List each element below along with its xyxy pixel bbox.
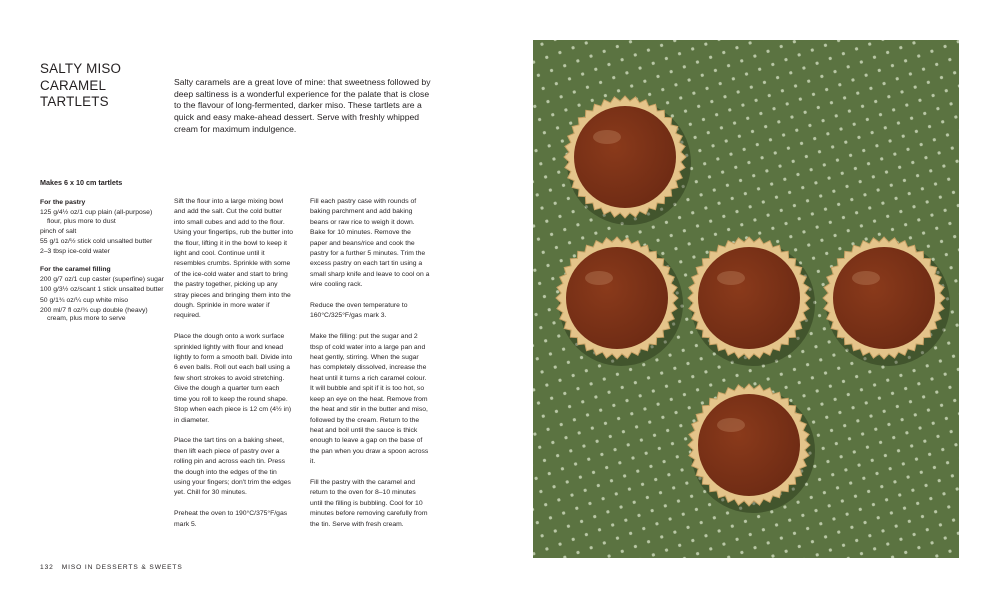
method-column-2	[310, 197, 430, 540]
tartlets-illustration	[533, 40, 959, 558]
ingredient-item: 50 g/1¾ oz/¼ cup white miso	[40, 296, 129, 304]
ingredient-item: 125 g/4½ oz/1 cup plain (all-purpose) flour, plus more to dust	[40, 209, 153, 225]
recipe-title: SALTY MISO CARAMEL TARTLETS	[40, 61, 122, 109]
method-step: Fill each pastry case with rounds of baking parchment and add baking beans or raw rice to weigh it down. Bake for 10 minutes. Remove the paper and beans/rice and cook the pastry for a further 5 minutes. Trim the excess pastry on each tart tin using a small sharp knife and leave to cool on a wire cooling rack.	[310, 198, 430, 289]
caramel-highlight	[852, 271, 880, 285]
caramel-highlight	[585, 271, 613, 285]
method-step: Place the tart tins on a baking sheet, then lift each piece of pastry over a rolling pin and across each tin. Press the dough into the edges of the tin using your fingers; don't trim the edges yet. Chill for 30 minutes.	[174, 437, 291, 497]
pastry-heading: For the pastry	[40, 199, 86, 206]
method-step: Place the dough onto a work surface sprinkled lightly with flour and knead lightly to form a smooth ball. Divide into 6 even balls. Roll out each ball using a few short strokes to avoid stretching. Give the dough a quarter turn each time you roll to keep the round shape. Stop when each piece is 12 cm (4½ in) in diameter.	[174, 333, 293, 424]
caramel-filling	[698, 247, 800, 349]
method-step: Preheat the oven to 190°C/375°F/gas mark 5.	[174, 510, 288, 528]
caramel-filling	[574, 106, 676, 208]
ingredient-item: pinch of salt	[40, 227, 77, 235]
ingredient-item: 100 g/3½ oz/scant 1 stick unsalted butter	[40, 286, 164, 294]
caramel-filling	[698, 394, 800, 496]
tartlets-photo	[533, 40, 959, 558]
filling-heading: For the caramel filling	[40, 265, 111, 273]
ingredient-item: 55 g/1 oz/½ stick cold unsalted butter	[40, 238, 153, 246]
ingredient-item: 2–3 tbsp ice-cold water	[40, 248, 110, 256]
filling-ingredients	[40, 276, 168, 323]
page-footer	[40, 564, 183, 571]
page-number: 132	[40, 564, 54, 571]
pastry-ingredients	[40, 209, 168, 256]
method-step: Fill the pastry with the caramel and return to the oven for 8–10 minutes until the filling is bubbling. Cool for 10 minutes before removing carefully from the tin. Serve with fresh cream.	[310, 478, 428, 528]
method-step: Reduce the oven temperature to 160°C/325°F/gas mark 3.	[310, 302, 408, 320]
caramel-highlight	[717, 271, 745, 285]
caramel-filling	[566, 247, 668, 349]
caramel-highlight	[593, 130, 621, 144]
method-step: Make the filling: put the sugar and 2 tbsp of cold water into a large pan and heat gently, stirring. When the sugar has completely dissolved, increase the heat until it turns a rich caramel colour. It will bubble and spit if it is too hot, so keep an eye on the heat. Remove from the heat and stir in the butter and miso, followed by the cream. Return to the heat and boil until the sauce is thick enough to leave a gap on the base of the pan when you draw a spoon across it.	[310, 333, 429, 466]
section-name: MISO IN DESSERTS & SWEETS	[61, 564, 183, 571]
ingredient-item: 200 g/7 oz/1 cup caster (superfine) sugar	[40, 276, 164, 284]
caramel-highlight	[717, 418, 745, 432]
ingredient-item: 200 ml/7 fl oz/¾ cup double (heavy) cream, plus more to serve	[40, 306, 148, 323]
method-step: Sift the flour into a large mixing bowl and add the salt. Cut the cold butter into small cubes and add to the flour. Using your fingertips, rub the butter into the flour, lifting it in the bowl to keep it light and cool. Continue until it resembles crumbs. Sprinkle with some of the ice-cold water and start to bring the pastry together, picking up any stray pieces and bringing them into the dough. Sprinkle in more water if required.	[174, 198, 294, 320]
yield-note: Makes 6 x 10 cm tartlets	[40, 178, 123, 187]
ingredients-list	[40, 199, 168, 333]
method-column-1	[174, 197, 294, 540]
recipe-intro: Salty caramels are a great love of mine: that sweetness followed by deep saltiness is a wonderful experience for the palate that is close to the flavour of long-fermented, darker miso. These tartlets are a quick and easy make-ahead dessert. Serve with freshly whipped cream for maximum indulgence.	[174, 77, 431, 134]
caramel-filling	[833, 247, 935, 349]
